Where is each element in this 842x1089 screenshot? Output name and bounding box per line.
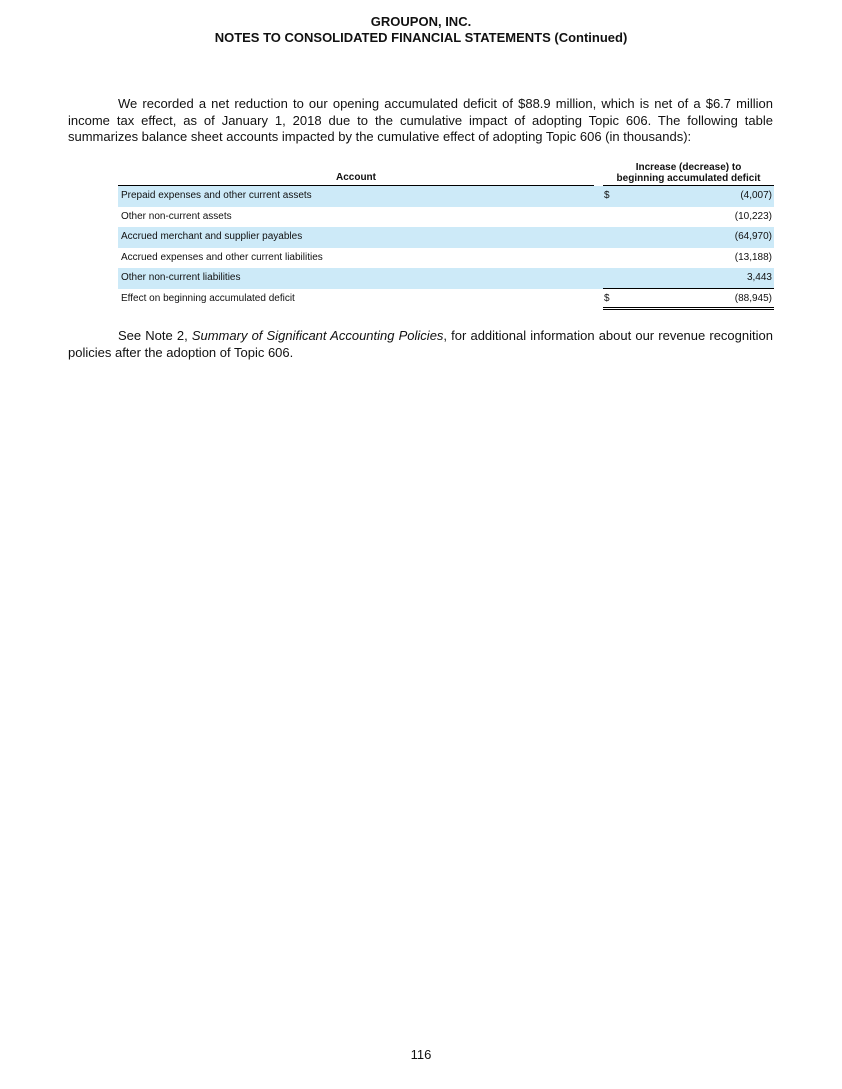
column-header-line1: Increase (decrease) to: [635, 162, 742, 173]
row-label: Accrued expenses and other current liabilities: [121, 251, 323, 263]
intro-paragraph: [68, 96, 773, 146]
note-policy-title: Summary of Significant Accounting Policies: [191, 328, 444, 343]
row-label: Other non-current liabilities: [121, 272, 241, 284]
section-title: NOTES TO CONSOLIDATED FINANCIAL STATEMENTS (Continued): [214, 30, 628, 45]
column-header-increase-decrease: [603, 162, 774, 186]
table-row: [118, 207, 774, 228]
company-name: GROUPON, INC.: [370, 14, 472, 29]
table-row: [118, 248, 774, 269]
note-reference-paragraph: [68, 328, 773, 361]
column-header-line2: beginning accumulated deficit: [616, 173, 761, 184]
row-amount: 3,443: [746, 272, 772, 284]
table-row: [118, 186, 774, 207]
note-text-after: , for additional information about our revenue recognition policies after the adoption of Topic 606.: [68, 328, 773, 360]
currency-symbol: $: [604, 190, 610, 201]
intro-text: We recorded a net reduction to our opening accumulated deficit of $88.9 million, which is net of a $6.7 million income tax effect, as of January 1, 2018 due to the cumulative impact of adopting Topic 606. The following table summarizes balance sheet accounts impacted by the cumulative effect of adopting Topic 606 (in thousands):: [68, 96, 773, 144]
table-row: [118, 268, 774, 289]
row-amount: (64,970): [734, 231, 772, 243]
currency-symbol: $: [604, 292, 610, 304]
row-label: Other non-current assets: [121, 210, 232, 222]
table-header: [118, 158, 774, 186]
row-amount: (88,945): [734, 292, 772, 304]
double-underline-rule: [603, 307, 774, 310]
page-number: 116: [410, 1047, 432, 1062]
row-label: Effect on beginning accumulated deficit: [121, 292, 295, 304]
note-text-before: See Note 2,: [118, 328, 192, 343]
row-label: Accrued merchant and supplier payables: [121, 231, 303, 243]
page-header: [0, 14, 842, 46]
table-total-row: [118, 289, 774, 310]
row-amount: (10,223): [734, 210, 772, 222]
column-header-account: Account: [118, 172, 594, 186]
topic-606-impact-table: [118, 158, 774, 310]
row-amount: (13,188): [734, 251, 772, 263]
row-amount: (4,007): [740, 190, 772, 201]
row-label: Prepaid expenses and other current assets: [121, 190, 312, 201]
table-row: [118, 227, 774, 248]
